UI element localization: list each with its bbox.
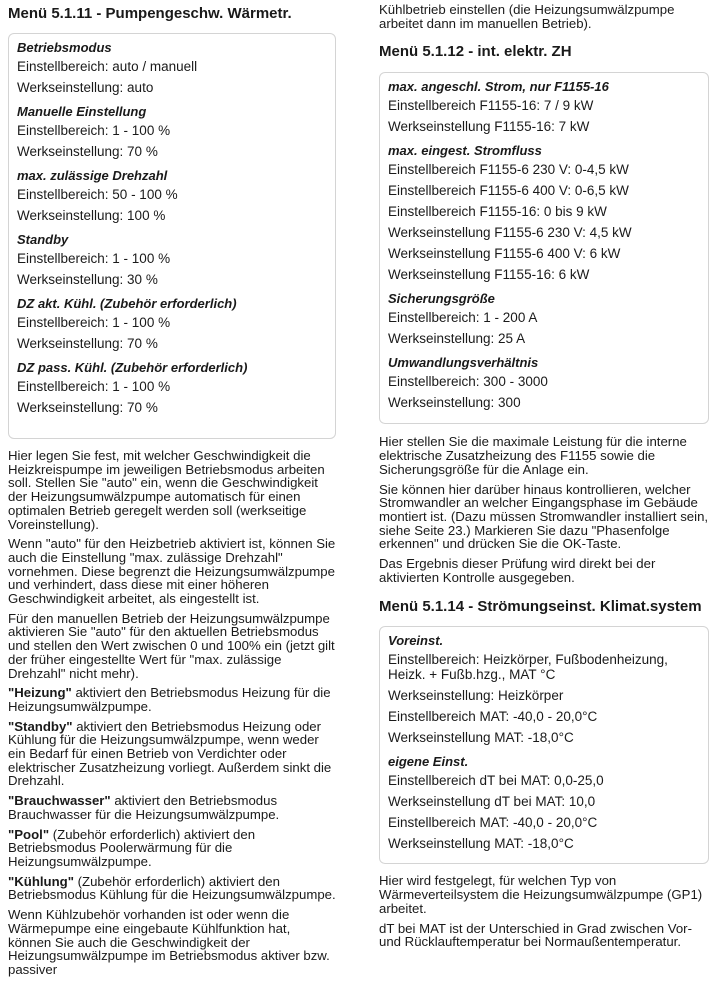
paragraph-text: aktiviert den Betriebsmodus Brauchwasser für die Heizungsumwälzpumpe.	[8, 793, 280, 822]
group-title: Standby	[17, 232, 69, 247]
group-title: Umwandlungsverhältnis	[388, 355, 539, 371]
paragraph-text: Hier legen Sie fest, mit welcher Geschwindigkeit die Heizkreispumpe im jeweiligen Betriebsmodus arbeiten soll. Stellen Sie "auto" ein, wenn die Geschwindigkeit der Heizungsumwälzpumpe automatisch für einen optimalen Betrieb geregelt werden soll (werkseitige Voreinstellung).	[8, 448, 325, 532]
paragraph-text: Wenn "auto" für den Heizbetrieb aktiviert ist, können Sie auch die Einstellung "max. zulässige Drehzahl" vornehmen. Diese begrenzt die Heizungsumwälzpumpe und verhindert, dass diese mit einer höheren Geschwindigkeit arbeitet, als eingestellt ist.	[8, 536, 336, 607]
group-title: eigene Einst.	[388, 754, 469, 770]
setting-line: Einstellbereich: 50 - 100 %	[17, 187, 178, 202]
paragraph	[8, 908, 336, 977]
setting-line: Einstellbereich MAT: -40,0 - 20,0°C	[388, 815, 598, 831]
setting-line: Einstellbereich F1155-16: 7 / 9 kW	[388, 98, 594, 114]
paragraph	[8, 612, 336, 681]
group-title: DZ akt. Kühl. (Zubehör erforderlich)	[17, 296, 237, 311]
description-text	[8, 449, 336, 977]
setting-line: Einstellbereich: 300 - 3000	[388, 374, 548, 390]
group-title: max. zulässige Drehzahl	[17, 168, 168, 183]
setting-line: Einstellbereich: 1 - 100 %	[17, 315, 171, 330]
group-title: max. angeschl. Strom, nur F1155-16	[388, 79, 609, 95]
setting-line: Werkseinstellung: Heizkörper	[388, 688, 564, 704]
description-text-5-1-12	[379, 435, 709, 584]
paragraph-text: (Zubehör erforderlich) aktiviert den Betriebsmodus Kühlung für die Heizungsumwälzpumpe.	[8, 873, 336, 903]
paragraph	[8, 875, 336, 902]
setting-line: Werkseinstellung MAT: -18,0°C	[388, 730, 574, 746]
group-title: Manuelle Einstellung	[17, 104, 147, 119]
setting-line: Einstellbereich: auto / manuell	[17, 59, 198, 74]
paragraph-text: Wenn Kühlzubehör vorhanden ist oder wenn die Wärmepumpe eine eingebaute Kühlfunktion hat, können Sie auch die Geschwindigkeit der Heizungsumwälzpumpe im Betriebsmodus aktiver bzw. passiver	[8, 907, 330, 977]
paragraph	[8, 828, 336, 869]
setting-line: Werkseinstellung: 70 %	[17, 336, 158, 351]
paragraph	[8, 794, 336, 821]
setting-line: Werkseinstellung F1155-16: 7 kW	[388, 119, 590, 135]
paragraph: Das Ergebnis dieser Prüfung wird direkt bei der aktivierten Kontrolle ausgegeben.	[379, 556, 656, 585]
paragraph: Hier wird festgelegt, für welchen Typ von Wärmeverteilsystem die Heizungsumwälzpumpe (GP1) arbeitet.	[379, 873, 703, 916]
setting-line: Werkseinstellung: 70 %	[17, 400, 158, 415]
setting-line: Einstellbereich F1155-6 230 V: 0-4,5 kW	[388, 162, 629, 178]
paragraph	[8, 537, 336, 606]
menu-heading-5-1-14: Menü 5.1.14 - Strömungseinst. Klimat.system	[379, 598, 702, 616]
group-title: Betriebsmodus	[17, 40, 112, 55]
setting-line: Werkseinstellung F1155-6 230 V: 4,5 kW	[388, 225, 632, 241]
mode-name: "Standby"	[8, 718, 73, 734]
paragraph: Hier stellen Sie die maximale Leistung für die interne elektrische Zusatzheizung des F1155 sowie die Sicherungsgröße für die Anlage ein.	[379, 434, 687, 477]
setting-line: Werkseinstellung F1155-16: 6 kW	[388, 267, 590, 283]
setting-line: Werkseinstellung: 300	[388, 395, 521, 411]
menu-heading-5-1-11: Menü 5.1.11 - Pumpengeschw. Wärmetr.	[8, 5, 292, 22]
setting-line: Werkseinstellung: auto	[17, 80, 154, 95]
setting-line: Einstellbereich F1155-16: 0 bis 9 kW	[388, 204, 607, 220]
paragraph: dT bei MAT ist der Unterschied in Grad zwischen Vor- und Rücklauftemperatur bei Normaußentemperatur.	[379, 920, 692, 950]
setting-line: Werkseinstellung F1155-6 400 V: 6 kW	[388, 246, 621, 262]
setting-line: Werkseinstellung dT bei MAT: 10,0	[388, 794, 596, 810]
setting-line: Einstellbereich: 1 - 200 A	[388, 310, 538, 326]
setting-line: Einstellbereich dT bei MAT: 0,0-25,0	[388, 773, 604, 789]
group-title: DZ pass. Kühl. (Zubehör erforderlich)	[17, 360, 248, 375]
setting-line: Einstellbereich F1155-6 400 V: 0-6,5 kW	[388, 183, 629, 199]
paragraph	[8, 720, 336, 789]
setting-line: Einstellbereich: 1 - 100 %	[17, 379, 171, 394]
paragraph-text: aktiviert den Betriebsmodus Heizung für die Heizungsumwälzpumpe.	[8, 685, 331, 714]
setting-line: Werkseinstellung: 25 A	[388, 331, 526, 347]
settings-box-5-1-12	[379, 72, 709, 424]
group-title: Sicherungsgröße	[388, 291, 495, 307]
setting-line: Werkseinstellung: 70 %	[17, 144, 158, 159]
paragraph-text: (Zubehör erforderlich) aktiviert den Betriebsmodus Poolerwärmung für die Heizungsumwälzpumpe.	[8, 826, 256, 869]
right-column	[379, 0, 709, 955]
setting-line: Werkseinstellung: 100 %	[17, 208, 166, 223]
setting-line: Einstellbereich MAT: -40,0 - 20,0°C	[388, 709, 598, 725]
intro-paragraph: Kühlbetrieb einstellen (die Heizungsumwälzpumpe arbeitet dann im manuellen Betrieb).	[379, 2, 675, 31]
settings-box-5-1-14	[379, 626, 709, 864]
description-text-5-1-14	[379, 874, 709, 949]
group-title: max. eingest. Stromfluss	[388, 143, 542, 159]
paragraph	[8, 686, 336, 713]
settings-box-5-1-11	[8, 33, 336, 439]
mode-name: "Pool"	[8, 826, 50, 842]
paragraph	[8, 449, 336, 531]
paragraph: Sie können hier darüber hinaus kontrollieren, welcher Stromwandler an welcher Eingangsphase im Gebäude montiert ist. (Dazu müssen Stromwandler installiert sein, siehe Seite 23.) Markieren Sie dazu "Phasenfolge erkennen" und drücken Sie die OK-Taste.	[379, 481, 709, 552]
paragraph-text: Für den manuellen Betrieb der Heizungsumwälzpumpe aktivieren Sie "auto" für den aktuellen Betriebsmodus und stellen den Wert zwischen 0 und 100% ein (jetzt gilt der früher eingestellte Wert für "max. zulässige Drehzahl" nicht mehr).	[8, 610, 335, 681]
mode-name: "Kühlung"	[8, 873, 74, 889]
group-title: Voreinst.	[388, 633, 444, 649]
left-column	[8, 0, 336, 983]
setting-line: Einstellbereich: Heizkörper, Fußbodenheizung, Heizk. + Fußb.hzg., MAT °C	[388, 652, 668, 683]
mode-name: "Brauchwasser"	[8, 793, 111, 809]
setting-line: Einstellbereich: 1 - 100 %	[17, 123, 171, 138]
paragraph-text: aktiviert den Betriebsmodus Heizung oder Kühlung für die Heizungsumwälzpumpe, wenn weder ein Bedarf für einen Betrieb von Verdichter oder elektrischer Zusatzheizung vorliegt. Außerdem sinkt die Drehzahl.	[8, 718, 332, 789]
setting-line: Werkseinstellung: 30 %	[17, 272, 158, 287]
menu-heading-5-1-12: Menü 5.1.12 - int. elektr. ZH	[379, 43, 572, 61]
setting-line: Werkseinstellung MAT: -18,0°C	[388, 836, 574, 852]
mode-name: "Heizung"	[8, 685, 72, 701]
setting-line: Einstellbereich: 1 - 100 %	[17, 251, 171, 266]
